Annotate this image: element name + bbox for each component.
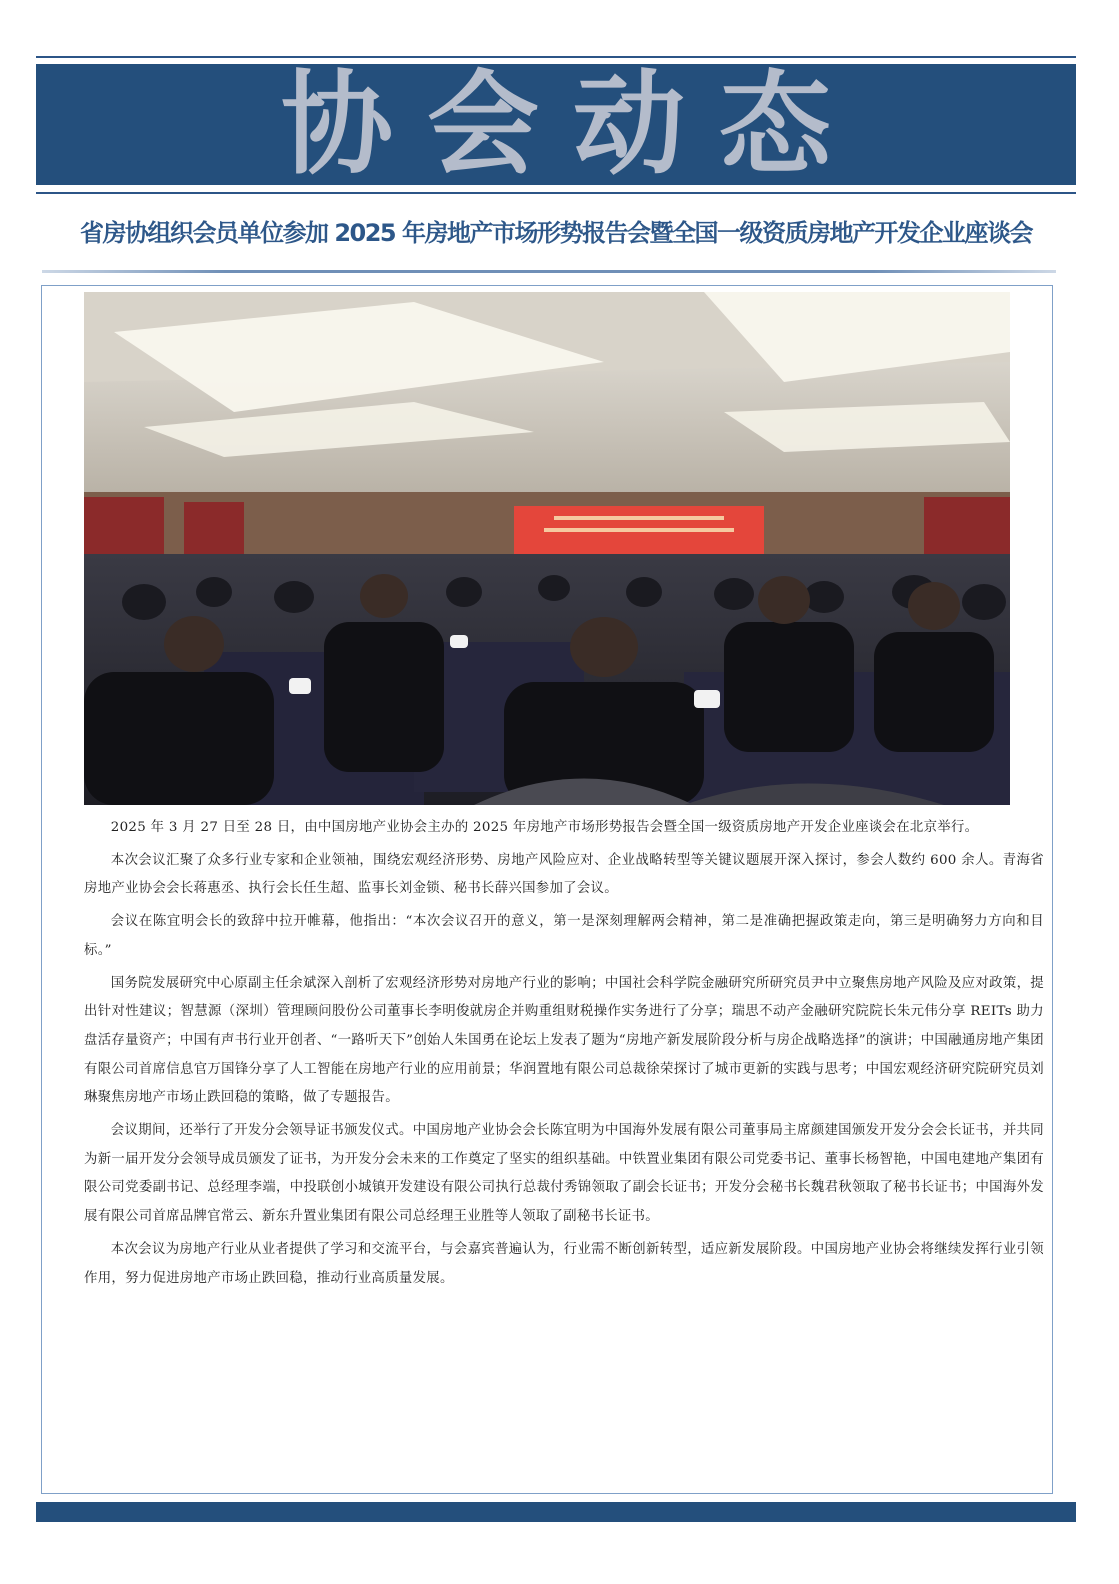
section-banner — [36, 64, 1076, 185]
section-title: 协会动态 — [281, 64, 865, 185]
article-headline: 省房协组织会员单位参加 2025 年房地产市场形势报告会暨全国一级资质房地产开发企业座谈会 — [79, 219, 1032, 247]
paragraph-3: 会议在陈宜明会长的致辞中拉开帷幕，他指出：“本次会议召开的意义，第一是深刻理解两会精神，第二是准确把握政策走向，第三是明确努力方向和目标。” — [84, 914, 1044, 958]
paragraph-2: 本次会议汇聚了众多行业专家和企业领袖，围绕宏观经济形势、房地产风险应对、企业战略转型等关键议题展开深入探讨，参会人数约 600 余人。青海省房地产业协会会长蒋惠丞、执行会长任生超、监事长刘金锁、秘书长薛兴国参加了会议。 — [84, 852, 1044, 897]
footer-bar — [36, 1502, 1076, 1522]
conference-photo — [84, 292, 1010, 805]
headline-rule — [42, 270, 1056, 273]
paragraph-4: 国务院发展研究中心原副主任余斌深入剖析了宏观经济形势对房地产行业的影响；中国社会科学院金融研究所研究员尹中立聚焦房地产风险及应对政策，提出针对性建议；智慧源（深圳）管理顾问股份公司董事长李明俊就房企并购重组财税操作实务进行了分享；瑞思不动产金融研究院院长朱元伟分享 REITs 助力盘活存量资产；中国有声书行业开创者、“一路听天下”创始人朱国勇在论坛上发表了题为“房地产新发展阶段分析与房企战略选择”的演讲；中国融通房地产集团有限公司首席信息官万国锋分享了人工智能在房地产行业的应用前景；华润置地有限公司总裁徐荣探讨了城市更新的实践与思考；中国宏观经济研究院研究员刘琳聚焦房地产市场止跌回稳的策略，做了专题报告。 — [84, 975, 1044, 1106]
banner-bottom-rule — [36, 192, 1076, 194]
paragraph-6: 本次会议为房地产行业从业者提供了学习和交流平台，与会嘉宾普遍认为，行业需不断创新转型，适应新发展阶段。中国房地产业协会将继续发挥行业引领作用，努力促进房地产市场止跌回稳，推动行业高质量发展。 — [84, 1241, 1044, 1286]
conference-photo-icon — [84, 292, 1010, 805]
article-body — [84, 814, 1044, 1297]
top-rule — [36, 56, 1076, 58]
paragraph-5: 会议期间，还举行了开发分会领导证书颁发仪式。中国房地产业协会会长陈宜明为中国海外发展有限公司董事局主席颜建国颁发开发分会会长证书，并共同为新一届开发分会领导成员颁发了证书，为开发分会未来的工作奠定了坚实的组织基础。中铁置业集团有限公司党委书记、董事长杨智艳，中国电建地产集团有限公司党委副书记、总经理李端，中投联创小城镇开发建设有限公司执行总裁付秀锦领取了副会长证书；开发分会秘书长魏君秋领取了秘书长证书；中国海外发展有限公司首席品牌官常云、新东升置业集团有限公司总经理王业胜等人领取了副秘书长证书。 — [84, 1123, 1044, 1225]
paragraph-1: 2025 年 3 月 27 日至 28 日，由中国房地产业协会主办的 2025 年房地产市场形势报告会暨全国一级资质房地产开发企业座谈会在北京举行。 — [110, 820, 979, 835]
